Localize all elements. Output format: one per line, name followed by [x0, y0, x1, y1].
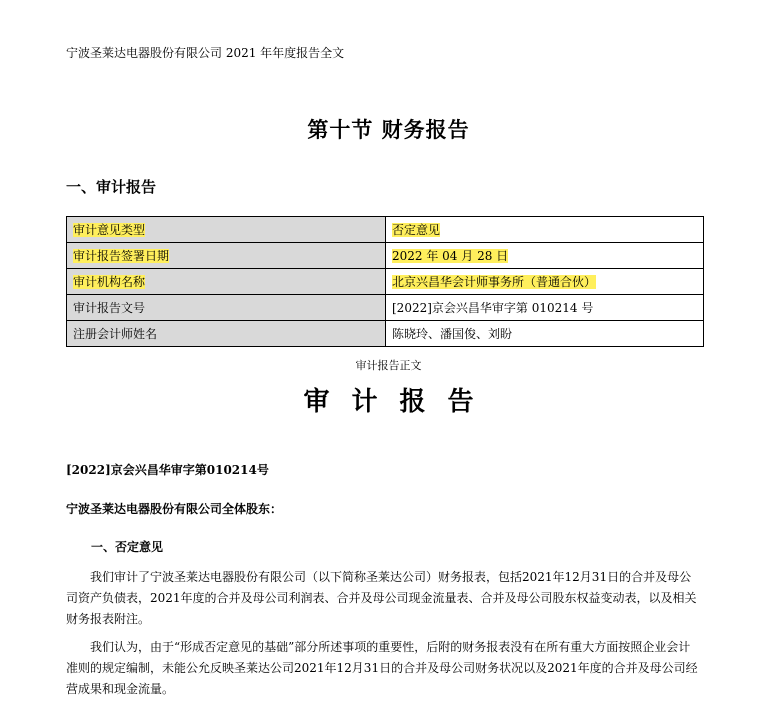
section-title: 第十节 财务报告	[307, 117, 470, 142]
paragraph-opinion: 我们认为，由于“形成否定意见的基础”部分所述事项的重要性，后附的财务报表没有在所有重大方面按照企业会计准则的规定编制，未能公允反映圣莱达公司2021年12月31日的合并及母公司财务状况以及2021年度的合并及母公司经营成果和现金流量。	[66, 640, 698, 696]
table-value-cell	[386, 243, 704, 269]
table-row	[67, 269, 704, 295]
sign-date-label: 审计报告签署日期	[73, 249, 170, 263]
table-row	[67, 243, 704, 269]
document-number: [2022]京会兴昌华审字第010214号	[66, 463, 269, 477]
running-header: 宁波圣莱达电器股份有限公司 2021 年年度报告全文	[66, 46, 345, 60]
report-number-value: [2022]京会兴昌华审字第 010214 号	[386, 295, 704, 321]
audit-firm-value: 北京兴昌华会计师事务所（普通合伙）	[392, 275, 597, 289]
table-caption: 审计报告正文	[355, 359, 422, 372]
audit-firm-label: 审计机构名称	[73, 275, 146, 289]
table-row	[67, 321, 704, 347]
table-label-cell	[67, 269, 386, 295]
table-label-cell	[67, 217, 386, 243]
cpa-names-label: 注册会计师姓名	[67, 321, 386, 347]
report-title: 审计报告	[303, 387, 496, 417]
paragraph-audit-scope: 我们审计了宁波圣莱达电器股份有限公司（以下简称圣莱达公司）财务报表，包括2021年12月31日的合并及母公司资产负债表，2021年度的合并及母公司利润表、合并及母公司现金流量表、合并及母公司股东权益变动表，以及相关财务报表附注。	[66, 570, 697, 626]
addressee: 宁波圣莱达电器股份有限公司全体股东：	[66, 502, 283, 516]
opinion-type-label: 审计意见类型	[73, 223, 146, 237]
table-value-cell	[386, 269, 704, 295]
table-label-cell	[67, 243, 386, 269]
report-number-label: 审计报告文号	[67, 295, 386, 321]
table-row	[67, 217, 704, 243]
sign-date-value: 2022 年 04 月 28 日	[392, 249, 509, 263]
table-value-cell	[386, 217, 704, 243]
audit-summary-table	[66, 216, 704, 347]
opinion-type-value: 否定意见	[392, 223, 441, 237]
subsection-title: 一、审计报告	[66, 178, 157, 196]
cpa-names-value: 陈晓玲、潘国俊、刘盼	[386, 321, 704, 347]
table-row	[67, 295, 704, 321]
opinion-heading: 一、否定意见	[91, 540, 164, 554]
